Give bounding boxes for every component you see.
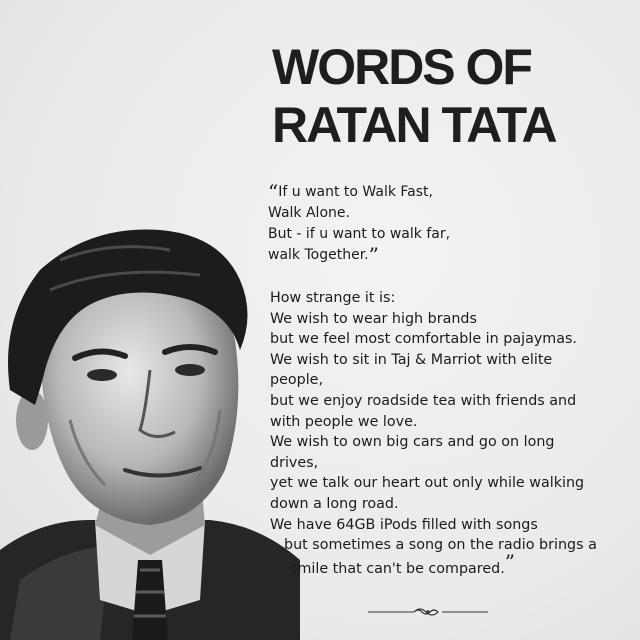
body-line bbox=[270, 549, 630, 580]
body-line: people, bbox=[270, 372, 324, 389]
quote-line-text: If u want to Walk Fast, bbox=[278, 184, 433, 200]
quote-line: Walk Alone. bbox=[268, 205, 350, 221]
quote-line-text: walk Together. bbox=[268, 247, 369, 263]
body-line: but we enjoy roadside tea with friends and bbox=[270, 392, 577, 409]
title-line-2: RATAN TATA bbox=[272, 97, 556, 153]
body-line: yet we talk our heart out only while walking bbox=[270, 475, 585, 492]
ornamental-divider bbox=[368, 604, 488, 620]
body-line: We wish to wear high brands bbox=[270, 310, 477, 327]
body-line: but we feel most comfortable in pajaymas. bbox=[270, 331, 577, 348]
quote-line bbox=[268, 245, 628, 266]
ratan-tata-portrait bbox=[0, 220, 300, 640]
body-line: We have 64GB iPods filled with songs bbox=[270, 516, 538, 533]
body-line: with people we love. bbox=[270, 413, 418, 430]
close-quote-mark: ” bbox=[368, 243, 379, 267]
body-text bbox=[270, 288, 630, 579]
body-line: but sometimes a song on the radio brings a bbox=[284, 537, 597, 554]
open-quote-mark: “ bbox=[268, 180, 279, 204]
body-line: We wish to sit in Taj & Marriot with elite bbox=[270, 351, 553, 368]
quote-block bbox=[268, 182, 628, 266]
body-line: drives, bbox=[270, 454, 319, 471]
body-close-quote-mark: ” bbox=[504, 549, 516, 574]
page-title bbox=[272, 38, 556, 154]
body-line: We wish to own big cars and go on long bbox=[270, 434, 555, 451]
title-line-1: WORDS OF bbox=[272, 39, 531, 95]
body-line: How strange it is: bbox=[270, 290, 396, 306]
quote-line bbox=[268, 182, 628, 203]
body-line: down a long road. bbox=[270, 495, 399, 512]
quote-line: But - if u want to walk far, bbox=[268, 226, 451, 242]
body-line-text: smile that can't be compared. bbox=[290, 560, 505, 577]
